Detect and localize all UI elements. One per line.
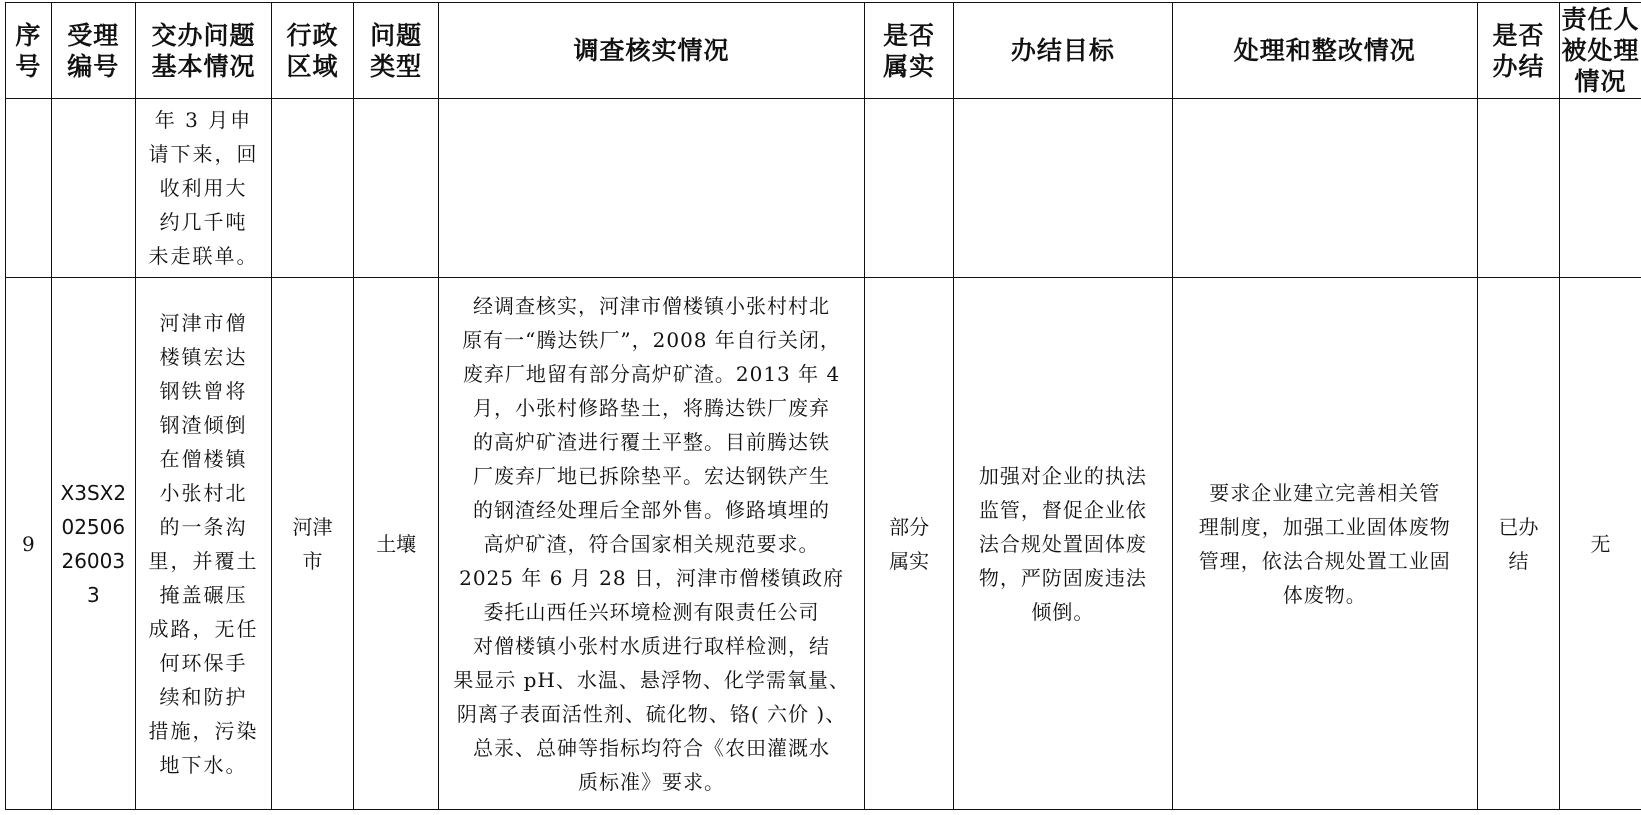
row-closed: 已办 结 xyxy=(1478,278,1560,810)
header-basic: 交办问题 基本情况 xyxy=(135,3,271,99)
continuation-row xyxy=(6,99,1641,278)
row-responsible: 无 xyxy=(1559,278,1641,810)
cont-seq xyxy=(6,99,52,278)
header-responsible: 责任人 被处理 情况 xyxy=(1559,3,1641,99)
cont-responsible xyxy=(1559,99,1641,278)
header-region: 行政 区域 xyxy=(272,3,354,99)
row-handling: 要求企业建立完善相关管 理制度，加强工业固体废物 管理，依法合规处置工业固 体废物。 xyxy=(1172,278,1477,810)
header-row xyxy=(6,3,1641,99)
header-id: 受理 编号 xyxy=(51,3,135,99)
cont-verified xyxy=(864,99,953,278)
cont-basic: 年 3 月申 请下来，回 收利用大 约几千吨 未走联单。 xyxy=(135,99,271,278)
header-type: 问题 类型 xyxy=(354,3,439,99)
cont-investigation xyxy=(439,99,865,278)
row-seq: 9 xyxy=(6,278,52,810)
row-basic: 河津市僧 楼镇宏达 钢铁曾将 钢渣倾倒 在僧楼镇 小张村北 的一条沟 里，并覆土 掩盖碾压 成路，无任 何环保手 续和防护 措施，污染 地下水。 xyxy=(135,278,271,810)
header-verified: 是否 属实 xyxy=(864,3,953,99)
cont-type xyxy=(354,99,439,278)
cont-region xyxy=(272,99,354,278)
row-id: X3SX2 02506 26003 3 xyxy=(51,278,135,810)
case-table xyxy=(5,2,1641,810)
header-handling: 处理和整改情况 xyxy=(1172,3,1477,99)
row-region: 河津 市 xyxy=(272,278,354,810)
header-investigation: 调查核实情况 xyxy=(439,3,865,99)
row-verified: 部分 属实 xyxy=(864,278,953,810)
row-type: 土壤 xyxy=(354,278,439,810)
cont-goal xyxy=(954,99,1172,278)
cont-id xyxy=(51,99,135,278)
header-closed: 是否 办结 xyxy=(1478,3,1560,99)
row-investigation: 经调查核实，河津市僧楼镇小张村村北 原有一“腾达铁厂”，2008 年自行关闭， 废弃厂地留有部分高炉矿渣。2013 年 4 月，小张村修路垫土，将腾达铁厂废弃 的高炉矿渣进行覆土平整。目前腾达铁 厂废弃厂地已拆除垫平。宏达钢铁产生 的钢渣经处理后全部外售。修路填埋的 高炉矿渣，符合国家相关规范要求。 2025 年 6 月 28 日，河津市僧楼镇政府 委托山西任兴环境检测有限责任公司 对僧楼镇小张村水质进行取样检测，结 果显示 pH、水温、悬浮物、化学需氧量、 阴离子表面活性剂、硫化物、铬( 六价 )、 总汞、总砷等指标均符合《农田灌溉水 质标准》要求。 xyxy=(439,278,865,810)
header-seq: 序 号 xyxy=(6,3,52,99)
row-goal: 加强对企业的执法 监管，督促企业依 法合规处置固体废 物，严防固废违法 倾倒。 xyxy=(954,278,1172,810)
table-row xyxy=(6,278,1641,810)
header-goal: 办结目标 xyxy=(954,3,1172,99)
cont-handling xyxy=(1172,99,1477,278)
cont-closed xyxy=(1478,99,1560,278)
